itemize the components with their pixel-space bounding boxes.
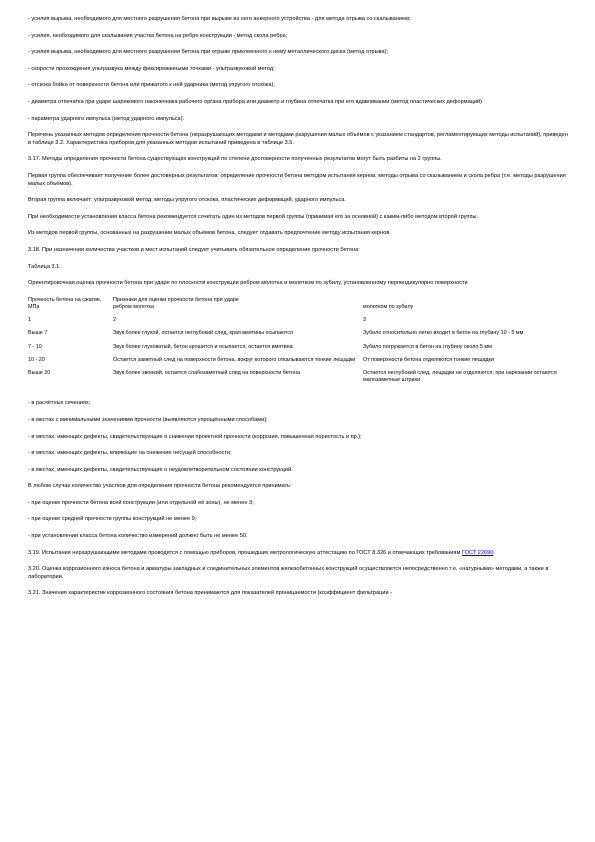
table-cell: Зубило относительно легко входит в бетон на глубину 10 - 5 мм: [363, 330, 524, 337]
column-number: 2: [113, 317, 116, 324]
table-row: [28, 344, 572, 357]
table-caption: Таблица 3.1.: [28, 263, 61, 270]
table-cell: 7 - 10: [28, 343, 42, 350]
paragraph: - отскока бойка от поверхности бетона или прижатого к ней ударника (метод упругого отскока);: [28, 82, 275, 89]
paragraph: В любом случае количество участков для определения прочности бетона рекомендуется принимать:: [28, 483, 292, 490]
paragraph: - в расчётных сечениях;: [28, 400, 91, 407]
document-page: [28, 16, 572, 607]
paragraph: - в местах, имеющих дефекты, свидетельствующие о неудовлетворительном состоянии конструкций.: [28, 466, 293, 473]
paragraph-end: .: [493, 549, 495, 556]
header-signs-top: Признаки для оценки прочности бетона при ударе: [113, 296, 239, 303]
paragraph: - скорости прохождения ультразвука между фиксированными точками - ультразвуковой метод;: [28, 65, 275, 72]
paragraph: 3.20. Оценка коррозионного износа бетона и арматуры закладных и соединительных элементов железобетонных конструкций осуществляется непосредственно т.е. «натурными» методами, а также в лаборатории.: [28, 566, 549, 580]
column-number: 1: [28, 317, 31, 324]
table-cell: Выше 20: [28, 369, 51, 376]
table-cell: Звук более звонкий, остается слабозаметный след на поверхности бетона: [113, 369, 300, 376]
paragraph-3-19: [28, 550, 572, 558]
header-chisel-label: молотком по зубилу: [363, 303, 414, 310]
paragraph: Вторая группа включает: ультразвуковой метод, методы упругого отскока, пластических деформаций, ударного импульса.: [28, 197, 346, 204]
table-cell: 10 - 20: [28, 356, 45, 363]
paragraph: - усилия вырыва, необходимого для местного разрушения бетона при отрыве приклеенного к нему металлического диска (метод отрыва);: [28, 49, 389, 56]
table-title: Ориентировочная оценка прочности бетона при ударе по плоскости конструкции ребром молотка и молотком по зубилу, установленному перпендикулярно поверхности: [28, 280, 468, 287]
gost-link[interactable]: ГОСТ 22690: [461, 549, 494, 556]
table-cell: Остается заметный след на поверхности бетона, вокруг которого откалываются тонкие лещадки: [113, 356, 356, 363]
header-chisel: [363, 297, 572, 317]
column-numbers-row: [28, 317, 572, 330]
paragraph: Перечень указанных методов определения прочности бетона (неразрушающих методами и методами разрушения малых объёмов с указанием стандартов, регламентирующих методы испытаний), приведен в таблице 3.2. Характеристика приборов для указанных методов испытаний приведена в таблице 3.5.: [28, 132, 568, 146]
paragraph-text: 3.19. Испытания неразрушающими методами проводятся с помощью приборов, прошедших метрологическую аттестацию по ГОСТ 8.326 и отвечающих требованиям: [28, 549, 461, 556]
paragraph: - при установлении класса бетона количество измерений должно быть не менее 50.: [28, 533, 248, 540]
paragraph: При необходимости установления класса бетона рекомендуется сочетать один из методов первой группы (принимая его за основной) с каким-либо методом второй группы.: [28, 213, 479, 220]
paragraph: - в местах, имеющих дефекты, свидетельствующие о снижении проектной прочности (коррозия, повышенная пористость и пр.);: [28, 433, 362, 440]
paragraph: 3.17. Методы определения прочности бетона существующих конструкций по степени достоверности полученных результатов могут быть разбиты на 2 группы.: [28, 156, 442, 163]
header-signs: [113, 297, 363, 317]
table-cell: Звук более глуховатый, бетон крошится и осыпается, остается вмятина: [113, 343, 293, 350]
table-row: [28, 330, 572, 343]
table-cell: Остается неглубокий след, лещадки не отделяются, при нарезании остаются малозаметные штрихи: [363, 369, 557, 384]
table-cell: Звук более глухой, остается неглубокий след, края вмятины осыпаются: [113, 330, 293, 337]
header-hammer-edge: ребром молотка: [113, 303, 154, 310]
paragraph: - при оценке средней прочности группы конструкций не менее 9;: [28, 516, 197, 523]
strength-table: [28, 297, 572, 391]
paragraph: - усилия вырыва, необходимого для местного разрушения бетона при вырыве из него анкерного устройства - для метода отрыва со скалыванием;: [28, 16, 411, 22]
table-row: [28, 357, 572, 370]
paragraph: - усилия, необходимого для скалывания участка бетона на ребре конструкции - метод скола ребра;: [28, 32, 288, 39]
paragraph: 3.18. При назначении количества участков и мест испытаний следует учитывать обязательное определение прочности бетона:: [28, 246, 360, 253]
table-cell: От поверхности бетона отделяются тонкие лещадки: [363, 356, 494, 363]
table-row: [28, 370, 572, 390]
paragraph: Первая группа обеспечивает получение более достоверных результатов: определение прочности бетона методом испытания кернов, методы отрыва со скалыванием и скола ребра (т.е. методы разрушения малых объёмов).: [28, 172, 566, 187]
paragraph: 3.21. Значения характеристик коррозионного состояния бетона принимаются для показателей проницаемости (коэффициент фильтрации -: [28, 590, 392, 597]
table-cell: Зубило погружается в бетон на глубину около 5 мм: [363, 343, 492, 350]
paragraph: - в местах, имеющих дефекты, влияющие на снижение несущей способности;: [28, 450, 232, 457]
table-cell: Выше 7: [28, 330, 48, 337]
header-strength: Прочность бетона на сжатие, МПа: [28, 296, 102, 310]
paragraph: - диаметра отпечатка при ударе шарикового наконечника рабочего органа прибора или диаметр и глубина отпечатка при его вдавливании (метод пластических деформаций): [28, 98, 483, 105]
paragraph: - в местах с минимальными значениями прочности (выявляются упрощёнными способами);: [28, 416, 268, 423]
paragraph: - параметра ударного импульса (метод ударного импульса).: [28, 115, 185, 122]
paragraph: Из методов первой группы, основанных на разрушении малых объёмов бетона, следует отдавать предпочтение методу испытания кернов.: [28, 230, 391, 237]
column-number: 3: [363, 317, 366, 324]
paragraph: - при оценке прочности бетона всей конструкции (или отдельной её зоны), не менее 3;: [28, 499, 254, 506]
